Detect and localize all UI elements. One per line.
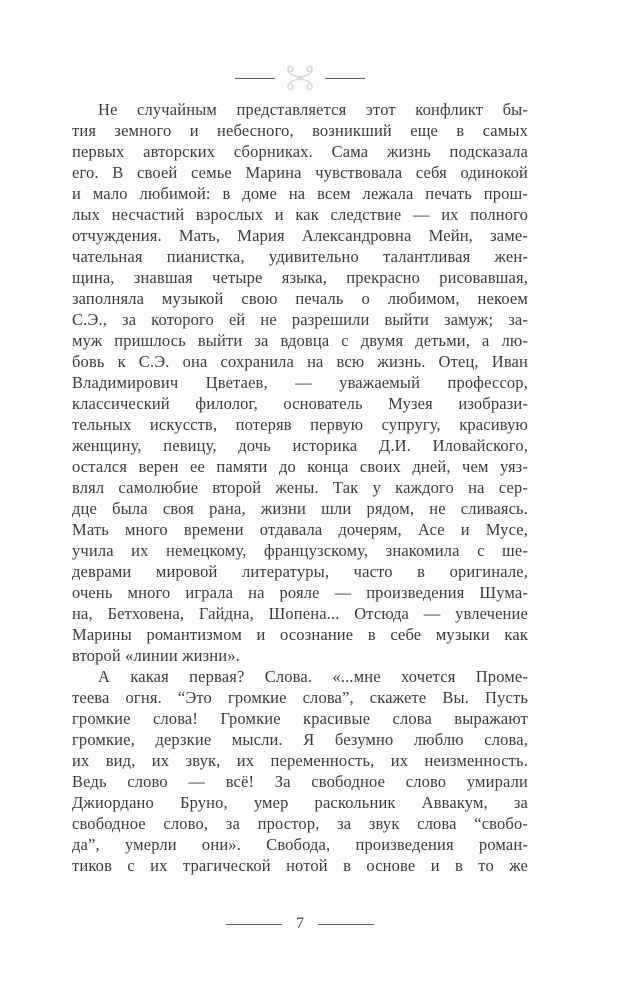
text-line: Не случайным представляется этот конфликт бы- [98,100,528,119]
header-ornament [72,62,528,94]
text-line: да”, умерли они». Свобода, произведения роман- [72,835,528,854]
text-line: С.Э., за которого ей не разрешили выйти замуж; за- [72,310,528,329]
text-line: дце была своя рана, жизни шли рядом, не сливаясь. [72,499,528,518]
text-line: очень много играла на рояле — произведения Шума- [72,583,528,602]
page-text [72,99,528,876]
text-line: на, Бетховена, Гайдна, Шопена... Отсюда — увлечение [72,604,528,623]
ornament-rule-left [235,78,275,79]
text-line: второй «линии жизни». [72,646,240,665]
text-line: громкие, дерзкие мысли. Я безумно люблю слова, [72,730,528,749]
text-line: женщину, певицу, дочь историка Д.И. Иловайского, [72,436,528,455]
text-line: Джиордано Бруно, умер раскольник Аввакум, за [72,793,528,812]
text-line: тия земного и небесного, возникший еще в самых [72,121,528,140]
text-line: Мать много времени отдавала дочерям, Асе и Мусе, [72,520,528,539]
paragraph [72,99,528,666]
text-line: бовь к С.Э. она сохранила на всю жизнь. Отец, Иван [72,352,528,371]
paragraph [72,666,528,876]
text-line: классический филолог, основатель Музея изобрази- [72,394,528,413]
text-line: отчуждения. Мать, Мария Александровна Мейн, заме- [72,226,528,245]
ornament-rule-right [325,78,365,79]
text-line: влял самолюбие второй жены. Так у каждого на сер- [72,478,528,497]
text-line: Владимирович Цветаев, — уважаемый профессор, [72,373,528,392]
footer-rule-right [318,924,374,925]
text-line: громкие слова! Громкие красивые слова выражают [72,709,528,728]
text-line: тельных искусств, потеряв первую супругу, красивую [72,415,528,434]
text-line: муж пришлось выйти за вдовца с двумя детьми, а лю- [72,331,528,350]
text-line: Ведь слово — всё! За свободное слово умирали [72,772,528,791]
text-line: его. В своей семье Марина чувствовала себя одинокой [72,163,528,182]
text-line: лых несчастий взрослых и как следствие — их полного [72,205,528,224]
text-line: и мало любимой: в доме на всем лежала печать прош- [72,184,528,203]
text-line: теева огня. “Это громкие слова”, скажете Вы. Пусть [72,688,528,707]
text-line: их вид, их звук, их переменность, их неизменность. [72,751,528,770]
text-line: щина, знавшая четыре языка, прекрасно рисовавшая, [72,268,528,287]
footer-rule-left [226,924,282,925]
text-line: Марины романтизмом и осознание в себе музыки как [72,625,528,644]
fleuron-icon [279,62,321,94]
text-line: заполняла музыкой свою печаль о любимом, некоем [72,289,528,308]
text-line: тиков с их трагической нотой в основе и в то же [72,856,528,875]
text-line: остался верен ее памяти до конца своих дней, чем уяз- [72,457,528,476]
text-line: чательная пианистка, удивительно талантливая жен- [72,247,528,266]
text-line: А какая первая? Слова. «...мне хочется Проме- [98,667,528,686]
page-number: 7 [296,915,304,932]
page-footer [72,910,528,938]
text-line: свободное слово, за простор, за звук слова “свобо- [72,814,528,833]
text-line: деврами мировой литературы, часто в оригинале, [72,562,528,581]
text-line: первых авторских сборниках. Сама жизнь подсказала [72,142,528,161]
text-line: учила их немецкому, французскому, знакомила с ше- [72,541,528,560]
